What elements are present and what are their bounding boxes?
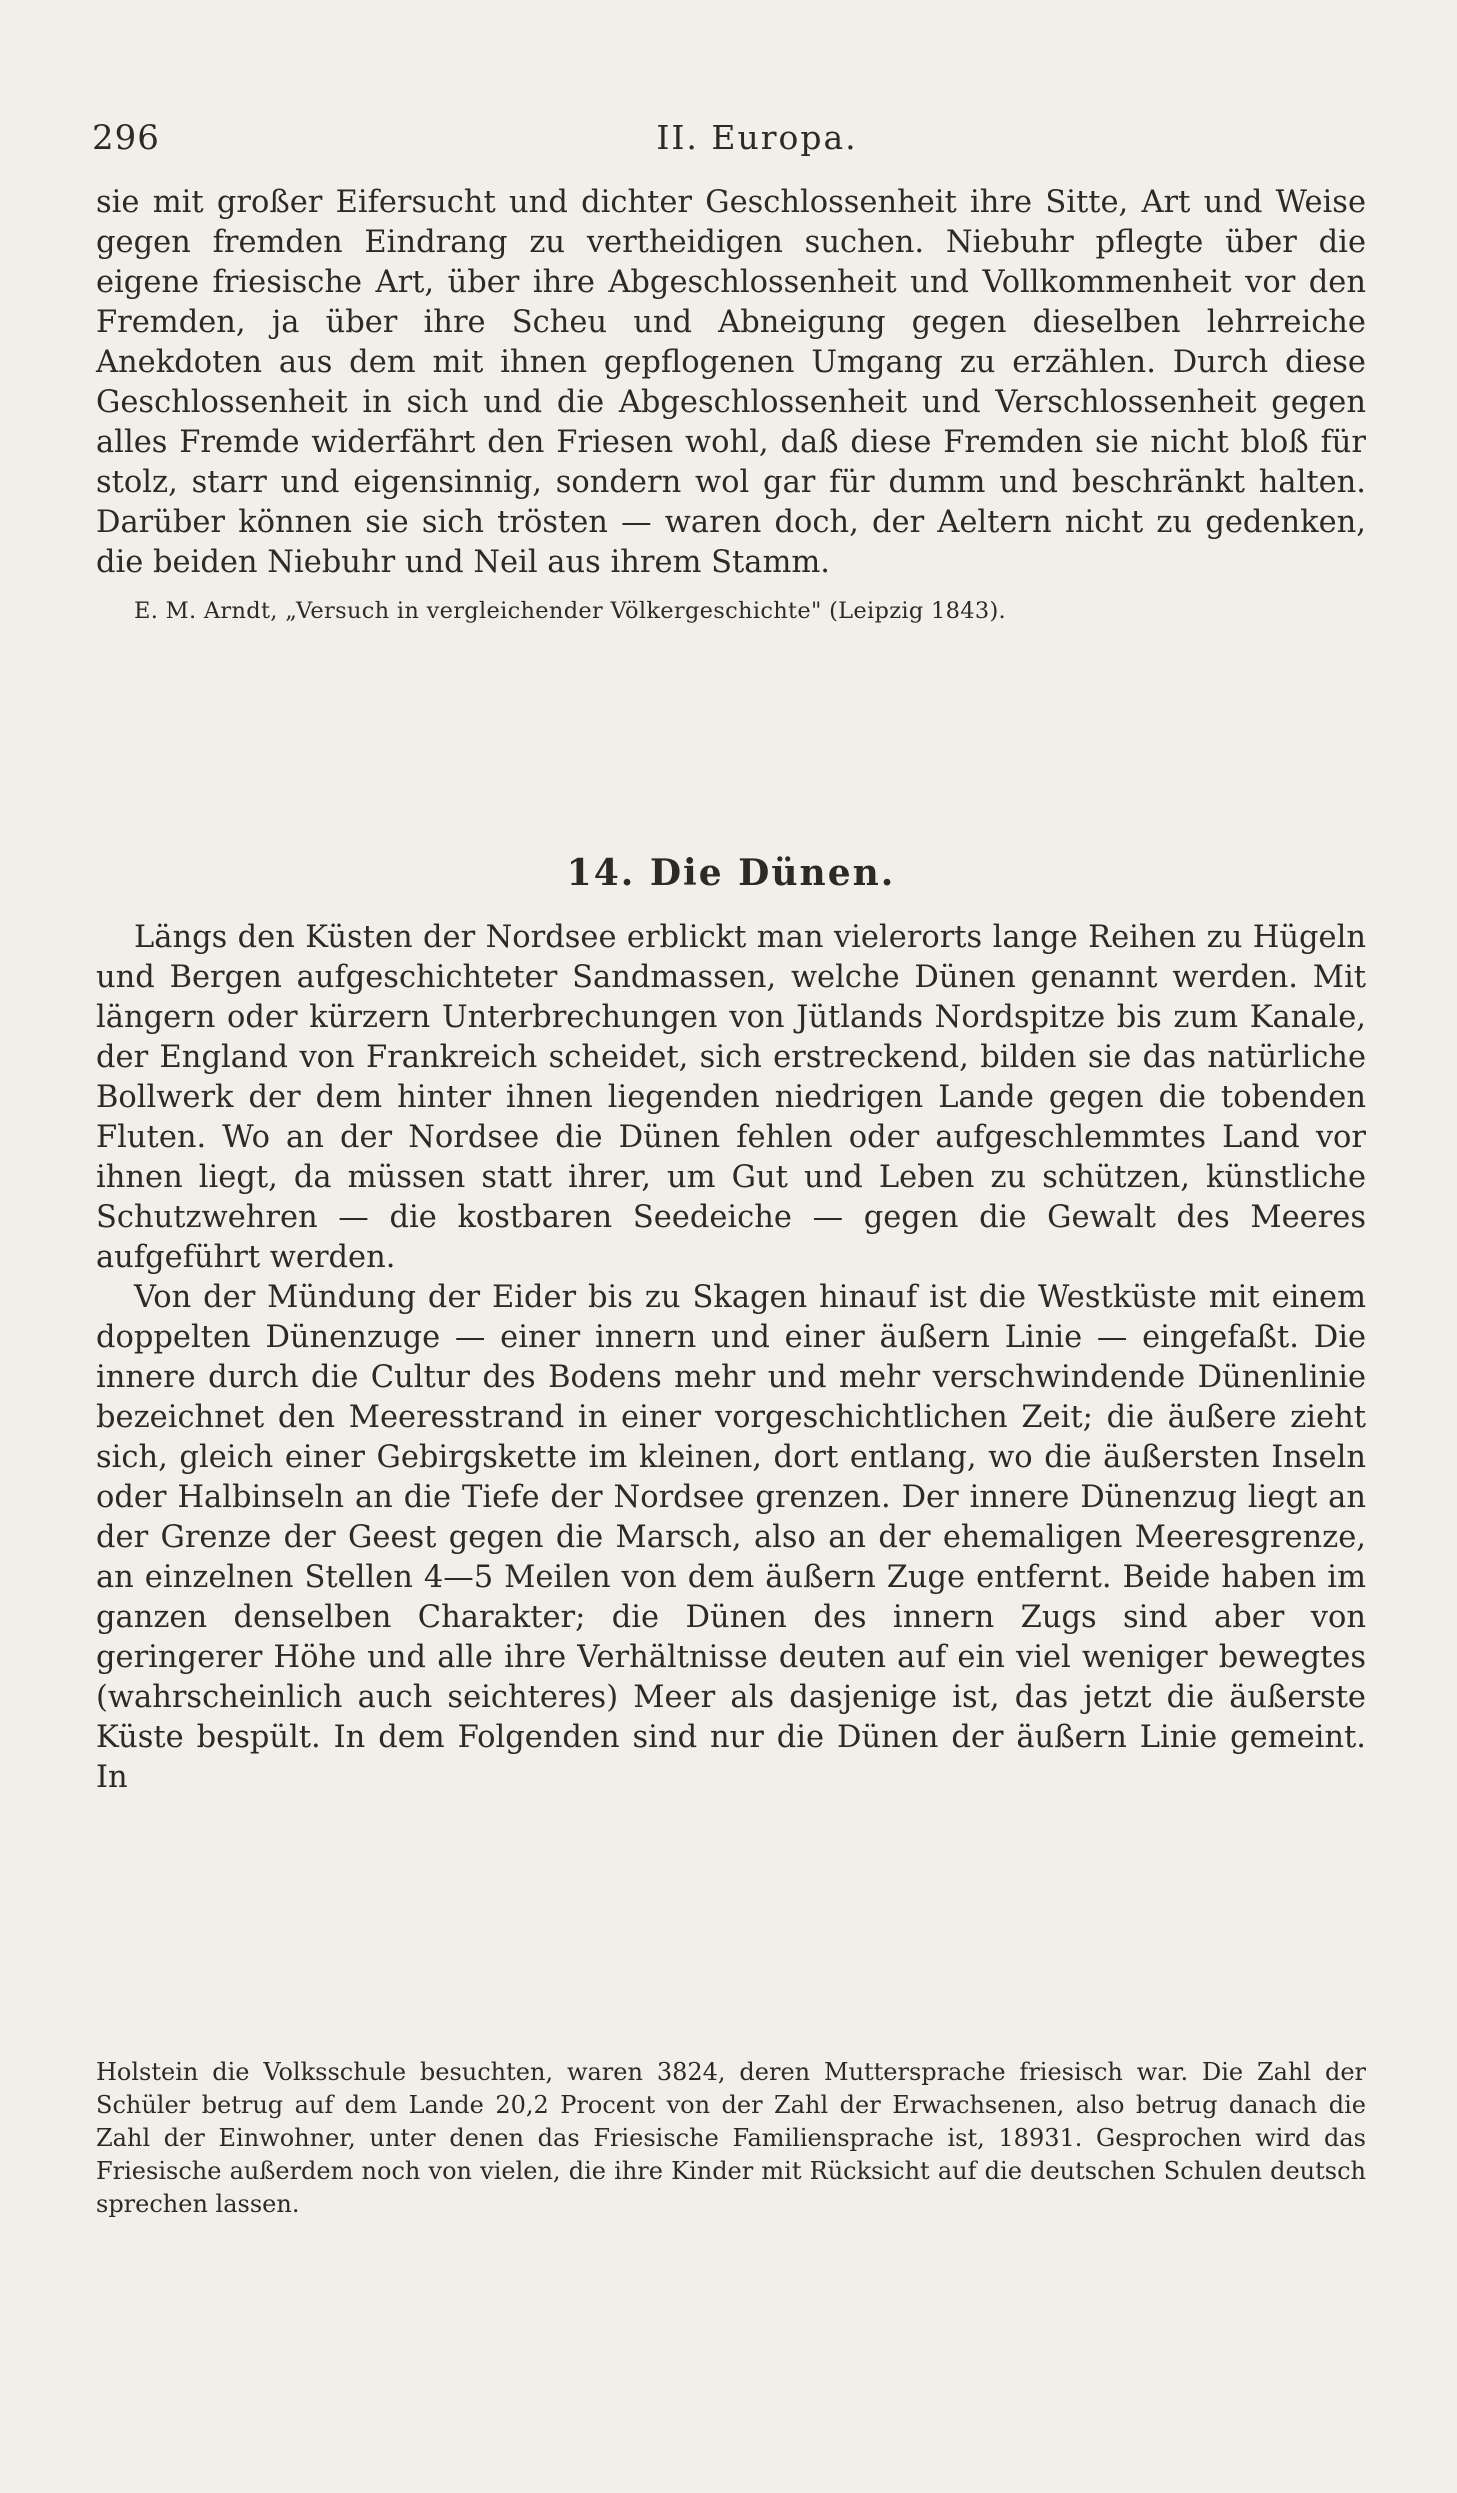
section-body: [96, 918, 1366, 1798]
footnote: Holstein die Volksschule besuchten, waren 3824, deren Muttersprache friesisch war. Die Zahl der Schüler betrug auf dem Lande 20,2 Procent von der Zahl der Erwachsenen, also betrug danach die Zahl der Einwohner, unter denen das Friesische Familiensprache ist, 18931. Gesprochen wird das Friesische außerdem noch von vielen, die ihre Kinder mit Rücksicht auf die deutschen Schulen deutsch sprechen lassen.: [96, 2058, 1366, 2218]
section-paragraph-1: Längs den Küsten der Nordsee erblickt man vielerorts lange Reihen zu Hügeln und Bergen aufgeschichteter Sandmassen, welche Dünen genannt werden. Mit längern oder kürzern Unterbrechungen von Jütlands Nordspitze bis zum Kanale, der England von Frankreich scheidet, sich erstreckend, bilden sie das natürliche Bollwerk der dem hinter ihnen liegenden niedrigen Lande gegen die tobenden Fluten. Wo an der Nordsee die Dünen fehlen oder aufgeschlemmtes Land vor ihnen liegt, da müssen statt ihrer, um Gut und Leben zu schützen, künstliche Schutzwehren — die kostbaren Seedeiche — gegen die Gewalt des Meeres aufgeführt werden.: [96, 920, 1366, 1275]
intro-paragraph: sie mit großer Eifersucht und dichter Geschlossenheit ihre Sitte, Art und Weise gegen fremden Eindrang zu vertheidigen suchen. Niebuhr pflegte über die eigene friesische Art, über ihre Abgeschlossenheit und Vollkommenheit vor den Fremden, ja über ihre Scheu und Abneigung gegen dieselben lehrreiche Anekdoten aus dem mit ihnen gepflogenen Umgang zu erzählen. Durch diese Geschlossenheit in sich und die Abgeschlossenheit und Verschlossenheit gegen alles Fremde widerfährt den Friesen wohl, daß diese Fremden sie nicht bloß für stolz, starr und eigensinnig, sondern wol gar für dumm und beschränkt halten. Darüber können sie sich trösten — waren doch, der Aeltern nicht zu gedenken, die beiden Niebuhr und Neil aus ihrem Stamm.: [96, 185, 1366, 580]
intro-block: [96, 183, 1366, 628]
source-citation: E. M. Arndt, „Versuch in vergleichender Völkergeschichte" (Leipzig 1843).: [134, 598, 1006, 624]
section-paragraph-2: Von der Mündung der Eider bis zu Skagen hinauf ist die Westküste mit einem doppelten Dünenzuge — einer innern und einer äußern Linie — eingefaßt. Die innere durch die Cultur des Bodens mehr und mehr verschwindende Dünenlinie bezeichnet den Meeresstrand in einer vorgeschichtlichen Zeit; die äußere zieht sich, gleich einer Gebirgskette im kleinen, dort entlang, wo die äußersten Inseln oder Halbinseln an die Tiefe der Nordsee grenzen. Der innere Dünenzug liegt an der Grenze der Geest gegen die Marsch, also an der ehemaligen Meeresgrenze, an einzelnen Stellen 4—5 Meilen von dem äußern Zuge entfernt. Beide haben im ganzen denselben Charakter; die Dünen des innern Zugs sind aber von geringerer Höhe und alle ihre Verhältnisse deuten auf ein viel weniger bewegtes (wahrscheinlich auch seichteres) Meer als dasjenige ist, das jetzt die äußerste Küste bespült. In dem Folgenden sind nur die Dünen der äußern Linie gemeint. In: [96, 1280, 1366, 1795]
running-head: [92, 118, 1362, 168]
page-number: 296: [92, 118, 160, 158]
section-heading: 14. Die Dünen.: [566, 852, 896, 894]
running-title: II. Europa.: [656, 118, 858, 157]
